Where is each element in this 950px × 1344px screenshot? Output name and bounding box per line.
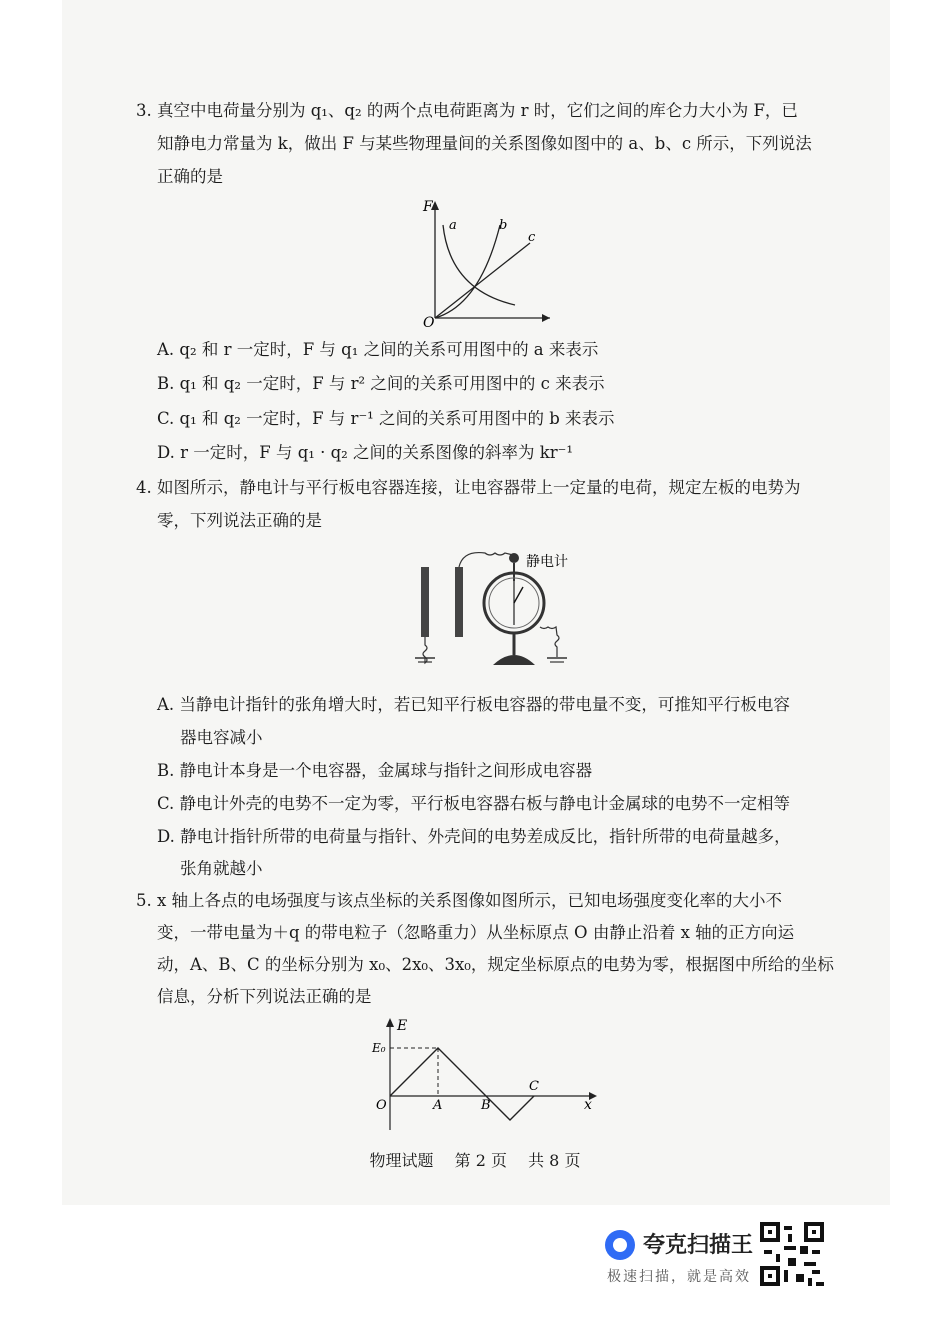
q3-label-b: b: [499, 218, 508, 233]
right-plate: [455, 567, 463, 637]
q5-point-a-label: A: [433, 1098, 443, 1113]
q3-stem-line3: 正确的是: [157, 167, 223, 186]
page-footer: [0, 1148, 950, 1171]
q4-option-b: B. 静电计本身是一个电容器，金属球与指针之间形成电容器: [157, 761, 593, 780]
q5-stem-line3: 动，A、B、C 的坐标分别为 x₀、2x₀、3x₀，规定坐标原点的电势为零，根据图中所给的坐标: [157, 955, 834, 974]
q5-y-label: E: [397, 1018, 408, 1034]
q3-option-b: B. q₁ 和 q₂ 一定时，F 与 r² 之间的关系可用图中的 c 来表示: [157, 374, 605, 393]
q4-option-c: C. 静电计外壳的电势不一定为零，平行板电容器右板与静电计金属球的电势不一定相等: [157, 794, 791, 813]
left-plate: [421, 567, 429, 637]
q3-label-c: c: [528, 230, 536, 245]
q5-origin-label: O: [376, 1098, 387, 1113]
q4-option-d-line2: 张角就越小: [180, 859, 263, 878]
q5-x-label: x: [584, 1097, 592, 1113]
q3-stem-line2: 知静电力常量为 k，做出 F 与某些物理量间的关系图像如图中的 a、b、c 所示，下列说法: [157, 134, 812, 153]
q3-option-c: C. q₁ 和 q₂ 一定时，F 与 r⁻¹ 之间的关系可用图中的 b 来表示: [157, 409, 615, 428]
pointer-needle: [514, 587, 523, 603]
metal-ball-icon: [509, 553, 519, 563]
q3-y-label: F: [423, 199, 433, 215]
quark-logo-icon: [605, 1230, 635, 1260]
brand-name: 夸克扫描王: [643, 1233, 754, 1258]
footer-total-pages: 共 8 页: [528, 1151, 581, 1170]
qr-code-icon: [760, 1222, 824, 1286]
q5-point-c-label: C: [529, 1079, 539, 1094]
q3-option-a: A. q₂ 和 r 一定时，F 与 q₁ 之间的关系可用图中的 a 来表示: [157, 340, 599, 359]
q4-option-a-line1: A. 当静电计指针的张角增大时，若已知平行板电容器的带电量不变，可推知平行板电容: [157, 695, 790, 714]
electrometer-label: 静电计: [526, 554, 568, 570]
q5-stem-line4: 信息，分析下列说法正确的是: [157, 987, 372, 1006]
q3-curve-c: [435, 243, 530, 318]
q4-option-d-line1: D. 静电计指针所带的电荷量与指针、外壳间的电势差成反比，指针所带的电荷量越多，: [157, 827, 791, 846]
q5-e0-label: E₀: [372, 1041, 386, 1055]
q4-stem-line2: 零，下列说法正确的是: [157, 511, 322, 530]
q3-curve-a: [443, 225, 515, 305]
q5-figure: [370, 1012, 610, 1134]
brand-slogan: 极速扫描，就是高效: [607, 1269, 751, 1285]
q3-stem-line1: 3. 真空中电荷量分别为 q₁、q₂ 的两个点电荷距离为 r 时，它们之间的库仑力大小为 F，已: [136, 101, 798, 120]
right-spring-wire: [540, 627, 559, 657]
q3-x-arrow-icon: [542, 314, 550, 322]
q3-figure: [405, 195, 565, 330]
footer-subject: 物理试题: [369, 1151, 434, 1170]
q4-stem-line1: 4. 如图所示，静电计与平行板电容器连接，让电容器带上一定量的电荷，规定左板的电势为: [136, 478, 801, 497]
footer-page-number: 第 2 页: [454, 1151, 507, 1170]
q5-stem-line1: 5. x 轴上各点的电场强度与该点坐标的关系图像如图所示，已知电场强度变化率的大小不: [136, 891, 783, 910]
q4-figure: [405, 545, 585, 673]
q5-e-curve: [390, 1048, 534, 1120]
q3-option-d: D. r 一定时，F 与 q₁ · q₂ 之间的关系图像的斜率为 kr⁻¹: [157, 443, 573, 462]
top-spring-wire: [459, 553, 513, 567]
q4-option-a-line2: 器电容减小: [180, 728, 263, 747]
q5-stem-line2: 变，一带电量为＋q 的带电粒子（忽略重力）从坐标原点 O 由静止沿着 x 轴的正方向运: [157, 923, 795, 942]
q5-point-b-label: B: [481, 1098, 491, 1113]
left-spring-wire: [423, 637, 427, 663]
q3-label-a: a: [449, 218, 457, 233]
stand-base: [493, 655, 535, 665]
q3-origin-label: O: [423, 315, 435, 330]
q5-y-arrow-icon: [386, 1018, 394, 1027]
